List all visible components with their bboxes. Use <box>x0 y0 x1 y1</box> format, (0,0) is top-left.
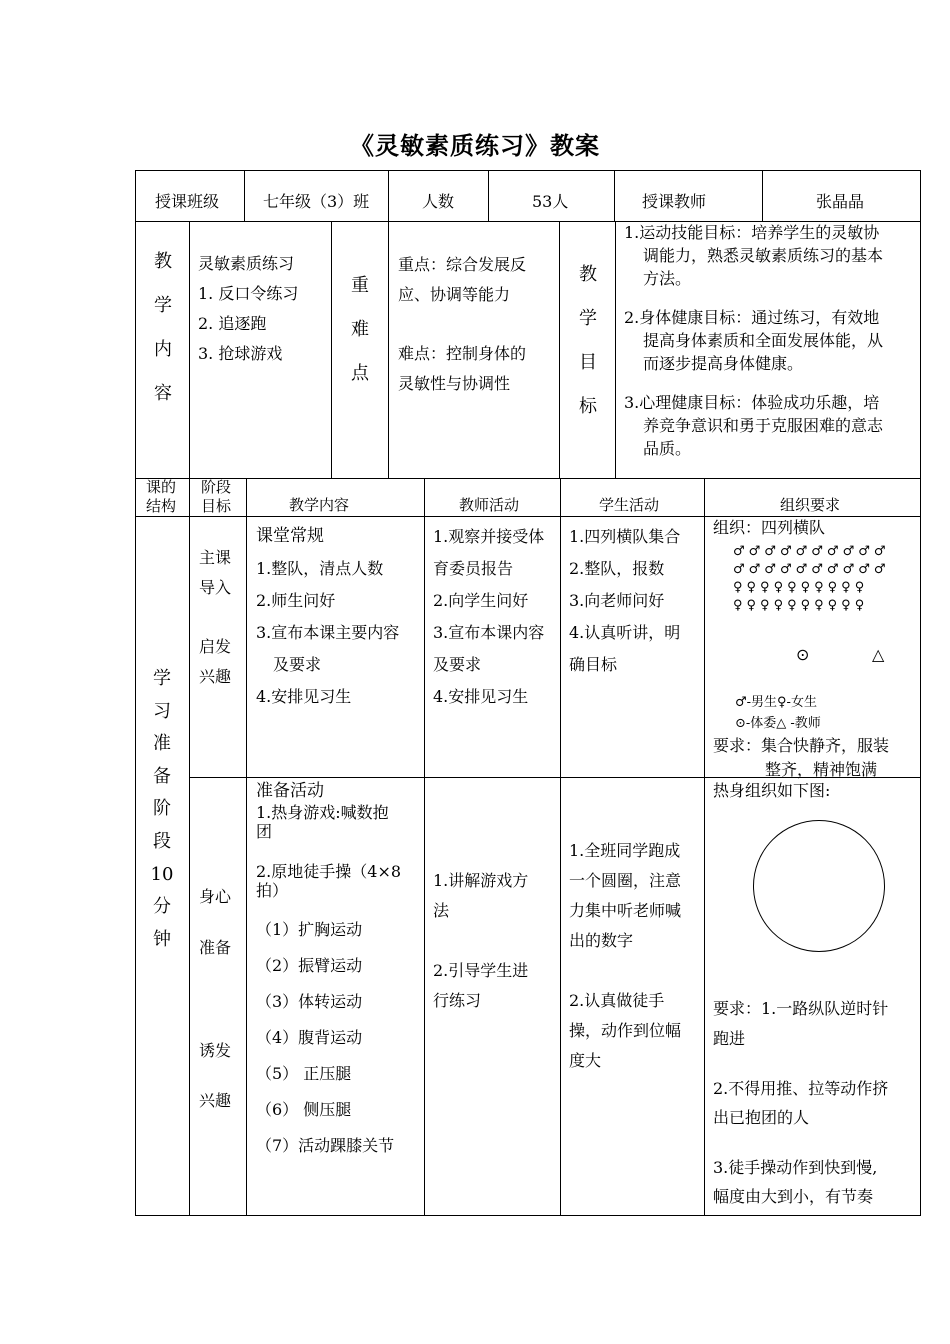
formation-female-row: ♀♀♀♀♀♀♀♀♀♀ <box>733 598 869 613</box>
col-divider <box>244 170 245 221</box>
difficult-point: 难点：控制身体的 <box>398 344 527 363</box>
row2-requirement: 跑进 <box>713 1029 746 1048</box>
teacher-symbol: △ <box>872 645 885 664</box>
formation-female-row: ♀♀♀♀♀♀♀♀♀♀ <box>733 580 869 595</box>
row2-game: 1.热身游戏:喊数抱 团 <box>256 803 389 841</box>
content-line: 2. 追逐跑 <box>198 314 267 333</box>
row2-exercise: 2.原地徒手操（4×8 拍） <box>256 862 402 900</box>
col-divider <box>762 170 763 221</box>
row1-content-title: 课堂常规 <box>256 526 324 546</box>
row2-goal: 兴趣 <box>199 1091 232 1110</box>
col-header-content: 教学内容 <box>289 496 350 514</box>
stage-label: 学 习 准 备 阶 段 10 分 钟 <box>150 668 174 950</box>
content-label: 教 学 内 容 <box>154 251 172 404</box>
count-label: 人数 <box>422 192 455 211</box>
col-divider <box>559 221 560 478</box>
col-divider <box>704 478 705 1216</box>
row2-student: 出的数字 <box>569 931 634 950</box>
legend-gender: ♂-男生♀-女生 <box>735 695 817 710</box>
content-line: 3. 抢球游戏 <box>198 344 283 363</box>
key-point: 重点：综合发展反 <box>398 255 527 274</box>
row2-teacher: 2.引导学生进 <box>433 961 529 980</box>
col-divider <box>189 478 190 1216</box>
row2-goal: 准备 <box>199 938 232 957</box>
key-points-label: 重 难 点 <box>351 275 369 384</box>
row2-student: 2.认真做徒手 <box>569 991 665 1010</box>
col-divider <box>331 221 332 478</box>
row2-content-title: 准备活动 <box>256 781 324 801</box>
committee-symbol: ⊙ <box>796 645 810 664</box>
row1-teacher: 1.观察并接受体 育委员报告 2.向学生问好 3.宣布本课内容 及要求 4.安排见习生 <box>433 527 545 706</box>
row2-teacher: 行练习 <box>433 991 482 1010</box>
teacher-value: 张晶晶 <box>816 192 865 211</box>
row1-requirement: 要求：集合快静齐，服装 整齐，精神饱满 <box>713 736 890 779</box>
goals-label: 教 学 目 标 <box>579 264 597 417</box>
col-divider <box>246 478 247 1216</box>
row2-exercise-list: （1）扩胸运动 （2）振臂运动 （3）体转运动 （4）腹背运动 （5） 正压腿 （6） 侧压腿 （7）活动踝膝关节 <box>256 920 395 1155</box>
col-header-student: 学生活动 <box>599 496 660 514</box>
row2-student: 1.全班同学跑成 <box>569 841 681 860</box>
row1-org-title: 组织：四列横队 <box>713 518 826 537</box>
warmup-circle-diagram <box>753 820 885 952</box>
row2-requirement: 出已抱团的人 <box>713 1108 810 1127</box>
row1-goal: 启发 <box>199 637 232 656</box>
class-value: 七年级（3）班 <box>263 192 370 211</box>
key-point: 应、协调等能力 <box>398 285 511 304</box>
row2-student: 一个圆圈，注意 <box>569 871 682 890</box>
row2-org-title: 热身组织如下图: <box>713 781 831 800</box>
col-divider <box>388 221 389 478</box>
legend-roles: ⊙-体委△ -教师 <box>735 716 821 731</box>
goal-item: 1.运动技能目标：培养学生的灵敏协 调能力，熟悉灵敏素质练习的基本 方法。 <box>624 223 884 288</box>
class-label: 授课班级 <box>155 192 220 211</box>
row1-goal: 兴趣 <box>199 667 232 686</box>
col-divider <box>614 170 615 221</box>
row1-goal: 主课 <box>199 548 232 567</box>
formation-male-row: ♂♂♂♂♂♂♂♂♂♂ <box>733 562 890 577</box>
col-divider <box>615 221 616 478</box>
row2-teacher: 1.讲解游戏方 <box>433 871 529 890</box>
col-divider <box>424 478 425 1216</box>
formation-male-row: ♂♂♂♂♂♂♂♂♂♂ <box>733 544 890 559</box>
col-divider <box>560 478 561 1216</box>
count-value: 53人 <box>532 192 569 211</box>
difficult-point: 灵敏性与协调性 <box>398 374 511 393</box>
row-divider <box>135 478 921 479</box>
col-divider <box>189 221 190 478</box>
col-header-stage-goal: 阶段 目标 <box>201 478 232 515</box>
row1-goal: 导入 <box>199 578 232 597</box>
row2-requirement: 2.不得用推、拉等动作挤 <box>713 1079 889 1098</box>
row1-content: 1.整队，清点人数 2.师生问好 3.宣布本课主要内容 及要求 4.安排见习生 <box>256 559 400 706</box>
row2-student: 度大 <box>569 1051 602 1070</box>
row2-student: 操，动作到位幅 <box>569 1021 682 1040</box>
col-header-structure: 课的 结构 <box>146 478 177 515</box>
col-divider <box>388 170 389 221</box>
row2-goal: 身心 <box>199 887 232 906</box>
goal-item: 2.身体健康目标：通过练习，有效地 提高身体素质和全面发展体能，从 而逐步提高身体健康。 <box>624 308 884 373</box>
row2-teacher: 法 <box>433 901 450 920</box>
row2-requirement: 幅度由大到小，有节奏 <box>713 1187 874 1206</box>
col-divider <box>488 170 489 221</box>
content-line: 灵敏素质练习 <box>198 254 295 273</box>
page-title: 《灵敏素质练习》教案 <box>350 131 600 160</box>
row2-requirement: 3.徒手操动作到快到慢, <box>713 1158 878 1177</box>
goal-item: 3.心理健康目标：体验成功乐趣，培 养竞争意识和勇于克服困难的意志 品质。 <box>624 393 884 458</box>
row2-requirement: 要求：1.一路纵队逆时针 <box>713 999 889 1018</box>
row2-goal: 诱发 <box>199 1041 232 1060</box>
content-line: 1. 反口令练习 <box>198 284 299 303</box>
row1-student: 1.四列横队集合 2.整队，报数 3.向老师问好 4.认真听讲，明 确目标 <box>569 527 681 674</box>
teacher-label: 授课教师 <box>642 192 707 211</box>
row2-student: 力集中听老师喊 <box>569 901 682 920</box>
col-header-organization: 组织要求 <box>780 496 841 514</box>
col-header-teacher: 教师活动 <box>459 496 520 514</box>
